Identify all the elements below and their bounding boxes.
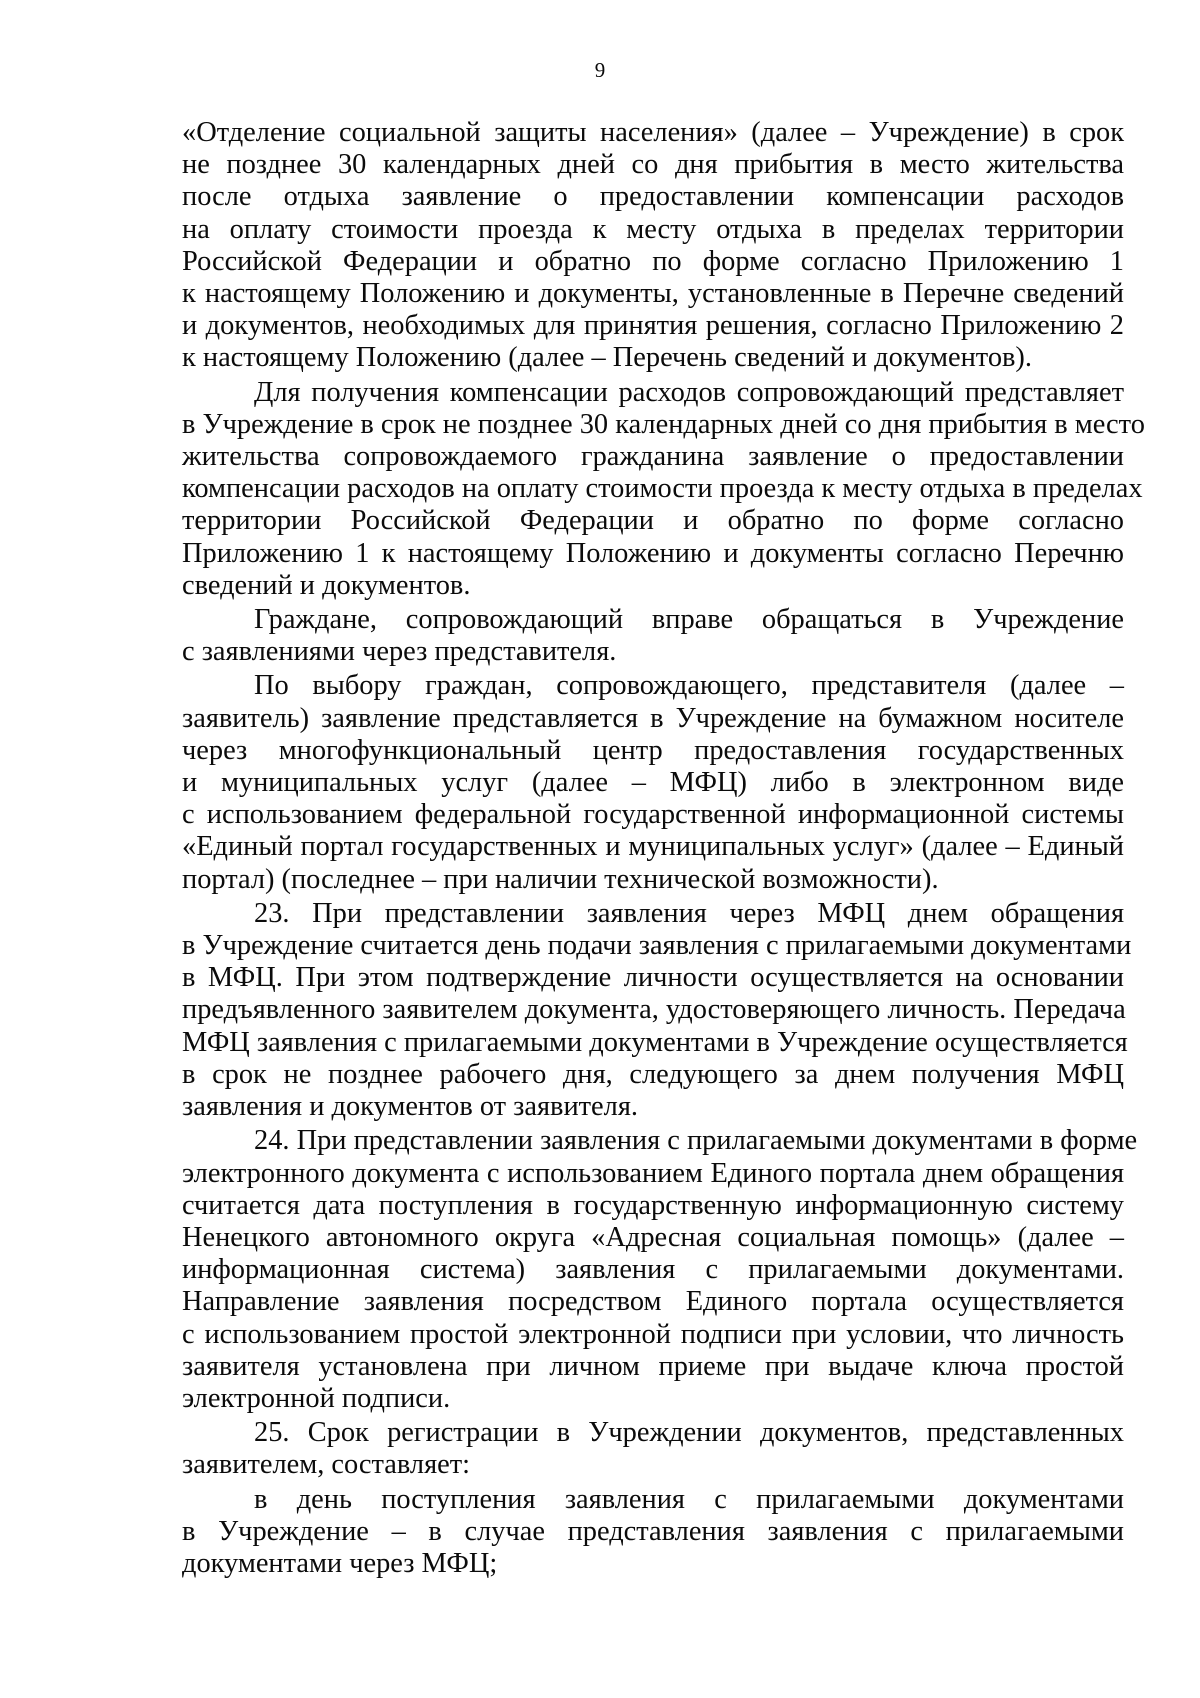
text-line: в Учреждение считается день подачи заявления с прилагаемыми документами (182, 930, 1132, 962)
text-line: территории Российской Федерации и обратно по форме согласно (182, 505, 1124, 537)
text-line: электронной подписи. (182, 1382, 451, 1414)
text-line: с использованием простой электронной подписи при условии, что личность (182, 1318, 1124, 1350)
paragraph (182, 604, 1124, 668)
text-line: после отдыха заявление о предоставлении компенсации расходов (182, 181, 1124, 213)
text-line: сведений и документов. (182, 569, 471, 601)
text-line: Граждане, сопровождающий вправе обращаться в Учреждение (254, 604, 1124, 636)
text-line: документами через МФЦ; (182, 1547, 498, 1579)
text-line: информационная система) заявления с прилагаемыми документами. (182, 1254, 1124, 1286)
text-line: Российской Федерации и обратно по форме согласно Приложению 1 (182, 245, 1124, 277)
paragraph (182, 1484, 1124, 1581)
text-line: 23. При представлении заявления через МФЦ днем обращения (254, 897, 1124, 929)
document-body (182, 117, 1145, 1582)
paragraph (182, 670, 1124, 895)
text-line: компенсации расходов на оплату стоимости проезда к месту отдыха в пределах (182, 473, 1143, 505)
paragraph (182, 117, 1124, 375)
text-line: жительства сопровождаемого гражданина заявление о предоставлении (182, 441, 1124, 473)
text-line: на оплату стоимости проезда к месту отдыха в пределах территории (182, 213, 1124, 245)
text-line: в Учреждение в срок не позднее 30 календарных дней со дня прибытия в место (182, 408, 1145, 440)
text-line: к настоящему Положению и документы, установленные в Перечне сведений (182, 278, 1124, 310)
paragraph (182, 376, 1145, 602)
text-line: электронного документа с использованием Единого портала днем обращения (182, 1157, 1124, 1189)
text-line: с использованием федеральной государственной информационной системы (182, 799, 1124, 831)
text-line: в Учреждение – в случае представления заявления с прилагаемыми (182, 1515, 1124, 1547)
text-line: Ненецкого автономного округа «Адресная социальная помощь» (далее – (182, 1221, 1124, 1253)
text-line: «Отделение социальной защиты населения» (далее – Учреждение) в срок (182, 117, 1124, 148)
text-line: и муниципальных услуг (далее – МФЦ) либо в электронном виде (182, 767, 1124, 799)
text-line: Приложению 1 к настоящему Положению и документы согласно Перечню (182, 537, 1124, 569)
text-line: в МФЦ. При этом подтверждение личности осуществляется на основании (182, 962, 1124, 994)
paragraph (182, 1417, 1124, 1481)
text-line: портал) (последнее – при наличии технической возможности). (182, 863, 939, 895)
text-line: не позднее 30 календарных дней со дня прибытия в место жительства (182, 149, 1124, 181)
text-line: 25. Срок регистрации в Учреждении документов, представленных (254, 1417, 1124, 1449)
text-line: По выбору граждан, сопровождающего, представителя (далее – (254, 670, 1124, 702)
text-line: к настоящему Положению (далее – Перечень сведений и документов). (182, 342, 1032, 374)
paragraph (182, 1125, 1138, 1415)
text-line: предъявленного заявителем документа, удостоверяющего личность. Передача (182, 994, 1126, 1026)
paragraph (182, 897, 1132, 1123)
text-line: с заявлениями через представителя. (182, 636, 617, 668)
text-line: Для получения компенсации расходов сопровождающий представляет (254, 376, 1124, 408)
text-line: 24. При представлении заявления с прилагаемыми документами в форме (254, 1125, 1138, 1157)
text-line: заявителем, составляет: (182, 1449, 471, 1481)
text-line: в день поступления заявления с прилагаемыми документами (254, 1483, 1124, 1515)
text-line: заявления и документов от заявителя. (182, 1091, 638, 1123)
text-line: в срок не позднее рабочего дня, следующего за днем получения МФЦ (182, 1058, 1124, 1090)
text-line: «Единый портал государственных и муниципальных услуг» (далее – Единый (182, 831, 1124, 863)
page-number: 9 (594, 58, 606, 82)
text-line: заявитель) заявление представляется в Учреждение на бумажном носителе (182, 702, 1124, 734)
text-line: Направление заявления посредством Единого портала осуществляется (182, 1286, 1124, 1318)
text-line: МФЦ заявления с прилагаемыми документами в Учреждение осуществляется (182, 1026, 1128, 1058)
text-line: и документов, необходимых для принятия решения, согласно Приложению 2 (182, 310, 1124, 342)
text-line: считается дата поступления в государственную информационную систему (182, 1189, 1124, 1221)
text-line: через многофункциональный центр предоставления государственных (182, 734, 1124, 766)
text-line: заявителя установлена при личном приеме при выдаче ключа простой (182, 1350, 1124, 1382)
